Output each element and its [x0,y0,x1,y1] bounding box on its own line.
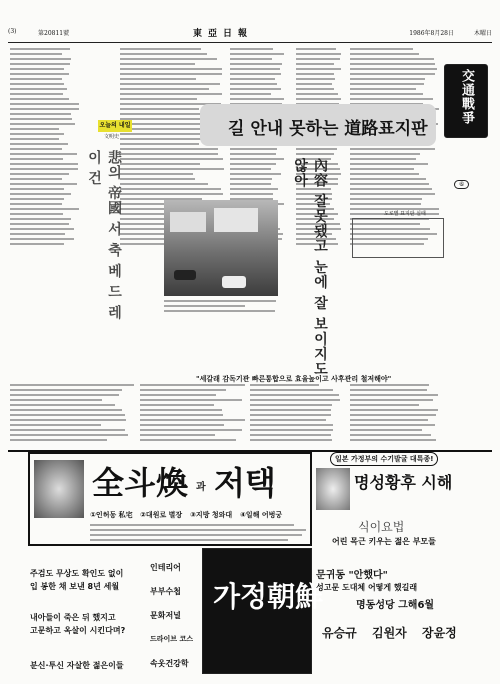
stats-table [352,218,444,258]
text-line [140,414,223,416]
side-item-2: 부부수첩 [150,587,181,596]
text-line [140,404,214,406]
text-line [10,384,134,386]
text-line [350,439,436,441]
book-title-a: 全斗 [92,464,157,502]
side-item-3: 문화저널 [150,611,181,620]
text-line [296,148,337,150]
text-line [90,539,288,541]
text-line [120,178,195,180]
text-line [120,83,220,85]
text-line [10,83,64,85]
name-1: 유승규 [322,626,357,640]
history-banner: 일본 가정부의 수기발굴 대특종! [330,452,438,466]
text-line [10,178,62,180]
text-line [350,193,435,195]
text-line [230,63,282,65]
road-sign-2 [214,208,258,232]
text-line [10,68,64,70]
text-line [10,88,67,90]
text-line [296,63,334,65]
text-line [350,414,436,416]
text-line [10,218,71,220]
body-text-col-1 [10,48,80,248]
text-line [250,409,331,411]
text-line [350,88,416,90]
text-line [296,58,340,60]
text-line [140,419,245,421]
text-line [230,98,284,100]
text-line [164,300,276,302]
text-line [296,153,334,155]
book-title-d: 저택 [214,464,276,502]
text-line [250,404,332,406]
text-line [140,389,226,391]
vertical-subheadline: 內容 잘못됐고 눈에 잘 보이지도 않아 [292,158,328,377]
left-line-1: 주검도 무상도 확인도 없이 [30,569,124,578]
left-line-3: 내아들이 죽은 뒤 했지고 [30,613,116,622]
text-line [10,113,71,115]
text-line [10,198,64,200]
text-line [350,419,428,421]
right-line-1: 문귀동 "안했다" [316,570,388,581]
text-line [350,384,429,386]
body-text-lower-4 [350,384,440,444]
book-tag-1: ①인허동 私宅 [90,511,133,519]
history-title: 명성황후 시해 [354,473,453,492]
book-tag-2: ②대원로 별장 [140,511,183,519]
text-line [120,63,195,65]
text-line [230,178,272,180]
highway-photo [164,200,278,296]
text-line [10,58,71,60]
text-line [250,399,340,401]
text-line [230,53,284,55]
text-line [10,213,63,215]
left-line-2: 입 봉한 채 보낸 8년 세월 [30,582,120,591]
text-line [350,178,426,180]
text-line [250,414,331,416]
text-line [350,173,419,175]
feature-logo [98,120,132,142]
text-line [230,58,272,60]
quote-caption: "세갈래 감독기관 빠른통합으로 효율높이고 사후관리 철저해야" [196,375,392,383]
issue-date: 1986年8月28日 [409,30,454,37]
side-item-1: 인테리어 [150,563,181,572]
text-line [120,193,223,195]
text-line [10,158,63,160]
text-line [10,123,75,125]
text-line [10,223,69,225]
text-line [350,68,437,70]
text-line [10,193,71,195]
left-line-5: 분신·투신 자살한 젊은이들 [30,661,124,670]
text-line [90,524,294,526]
text-line [10,389,122,391]
text-line [250,384,319,386]
text-line [120,123,201,125]
car-2 [222,276,246,288]
text-line [230,193,273,195]
text-line [10,424,101,426]
text-line [296,48,336,50]
text-line [10,188,64,190]
text-line [230,188,278,190]
text-line [10,133,64,135]
text-line [140,399,242,401]
text-line [350,148,435,150]
text-line [120,53,207,55]
text-line [140,409,222,411]
page-number: (3) [8,28,17,35]
text-line [120,163,200,165]
text-line [120,188,221,190]
text-line [250,389,333,391]
text-line [10,118,72,120]
text-line [350,93,423,95]
text-line [140,424,224,426]
text-line [250,439,332,441]
text-line [120,173,193,175]
text-line [10,173,69,175]
text-line [10,73,69,75]
text-line [140,384,245,386]
text-line [350,203,421,205]
text-line [10,63,70,65]
text-line [120,48,201,50]
history-sub: 식이요법 [358,520,405,534]
table-title: 도로별 표지판 실태 [384,211,426,217]
ad-history [314,452,476,548]
text-line [350,409,438,411]
text-line [296,98,341,100]
side-item-4: 드라이브 코스 [150,635,194,643]
body-text-lower-3 [250,384,346,444]
text-line [296,88,334,90]
text-line [10,419,126,421]
side-item-5: 속옷건강학 [150,659,189,668]
text-line [10,103,79,105]
text-line [230,183,271,185]
text-line [350,404,419,406]
right-line-3: 명동성당 그해6월 [356,600,435,611]
text-line [230,153,276,155]
book-tag-4: ④일해 어벙궁 [240,511,283,519]
series-number: ⑥ [454,180,469,189]
text-line [140,394,216,396]
text-line [350,429,422,431]
text-line [120,148,218,150]
text-line [230,73,281,75]
text-line [120,98,197,100]
text-line [250,434,331,436]
text-line [230,163,276,165]
portrait-photo [34,460,84,518]
text-line [350,83,424,85]
text-line [230,93,271,95]
text-line [10,233,65,235]
book-tag-3: ③지방 청와대 [190,511,233,519]
photo-caption-text [164,300,278,315]
issue-day: 木曜日 [473,30,492,37]
text-line [350,399,433,401]
feature-logo-small: 文明史 [104,134,120,140]
history-portrait [316,468,350,510]
text-line [140,439,236,441]
body-text-lower-2 [140,384,246,444]
text-line [350,153,420,155]
text-line [164,310,275,312]
text-line [296,53,341,55]
text-line [10,53,62,55]
text-line [10,409,122,411]
text-line [350,434,431,436]
text-line [350,58,434,60]
text-line [120,88,209,90]
text-line [350,63,435,65]
text-line [10,153,77,155]
text-line [10,78,62,80]
text-line [140,434,215,436]
text-line [230,88,281,90]
name-3: 장윤정 [422,626,457,640]
text-line [10,404,115,406]
text-line [120,58,217,60]
text-line [10,434,128,436]
text-line [120,153,218,155]
text-line [230,78,275,80]
book-title-c: 과 [196,482,206,493]
text-line [250,429,333,431]
text-line [296,78,335,80]
text-line [10,168,78,170]
ad-monthly-right [314,552,476,674]
text-line [350,53,419,55]
text-line [10,238,74,240]
left-line-4: 고문하고 옥살이 시킨다며? [30,626,126,635]
text-line [350,73,435,75]
text-line [250,419,326,421]
series-title: 交通戰爭 [459,69,474,125]
text-line [120,183,208,185]
text-line [230,173,281,175]
text-line [230,83,277,85]
text-line [120,73,222,75]
text-line [10,148,62,150]
text-line [10,163,78,165]
text-line [120,168,224,170]
text-line [120,93,222,95]
text-line [230,158,284,160]
text-line [350,389,427,391]
text-line [10,138,59,140]
text-line [230,168,271,170]
text-line [10,429,125,431]
history-sub2: 어린 목근 키우는 젊은 부모들 [332,537,436,546]
text-line [10,128,59,130]
text-line [10,183,77,185]
text-line [296,68,341,70]
text-line [10,203,62,205]
magazine-block [202,548,324,674]
text-line [140,429,242,431]
text-line [10,394,119,396]
text-line [10,414,125,416]
feature-vertical-title: 悲의 帝國 서 축 베 드 레 이 건 [86,150,122,321]
magazine-side-list [150,552,200,674]
newspaper-name: 東亞日報 [193,29,254,39]
text-line [296,93,338,95]
text-line [296,73,334,75]
text-line [10,208,79,210]
text-line [350,424,435,426]
text-line [90,529,306,531]
text-line [350,394,438,396]
text-line [120,158,223,160]
text-line [350,98,433,100]
right-line-2: 성고문 도대체 어떻게 했길래 [316,583,418,592]
text-line [350,48,413,50]
issue-number: 第20811號 [38,30,70,37]
text-line [10,439,107,441]
masthead-rule [8,42,492,43]
text-line [230,148,277,150]
text-line [350,168,414,170]
text-line [350,158,416,160]
text-line [230,68,280,70]
text-line [10,48,70,50]
series-tab [444,64,488,138]
text-line [120,108,199,110]
text-line [10,98,69,100]
body-text-lower-1 [10,384,136,444]
text-line [350,183,429,185]
text-line [120,68,222,70]
feature-logo-text: 오늘의 내일 [98,120,132,132]
text-line [90,534,302,536]
book-title-b: 煥 [156,464,189,502]
text-line [10,143,68,145]
text-line [10,399,102,401]
text-line [10,108,79,110]
text-line [10,93,63,95]
text-line [164,305,245,307]
text-line [350,163,428,165]
ad-monthly-left [28,548,146,674]
text-line [350,188,432,190]
text-line [250,394,339,396]
magazine-name: 가정朝鮮 [213,580,324,613]
headline-banner [200,104,436,146]
text-line [120,78,196,80]
text-line [296,83,332,85]
book-ad-text [90,524,306,544]
headline: 길 안내 못하는 道路표지판 [228,119,428,139]
text-line [350,198,422,200]
name-2: 김원자 [372,626,407,640]
text-line [10,243,64,245]
ad-book [28,452,312,546]
text-line [250,424,333,426]
masthead [8,28,492,42]
road-sign-1 [170,212,206,232]
text-line [350,78,425,80]
car-1 [174,270,196,280]
text-line [120,133,203,135]
text-line [230,48,273,50]
text-line [120,143,199,145]
text-line [10,228,74,230]
